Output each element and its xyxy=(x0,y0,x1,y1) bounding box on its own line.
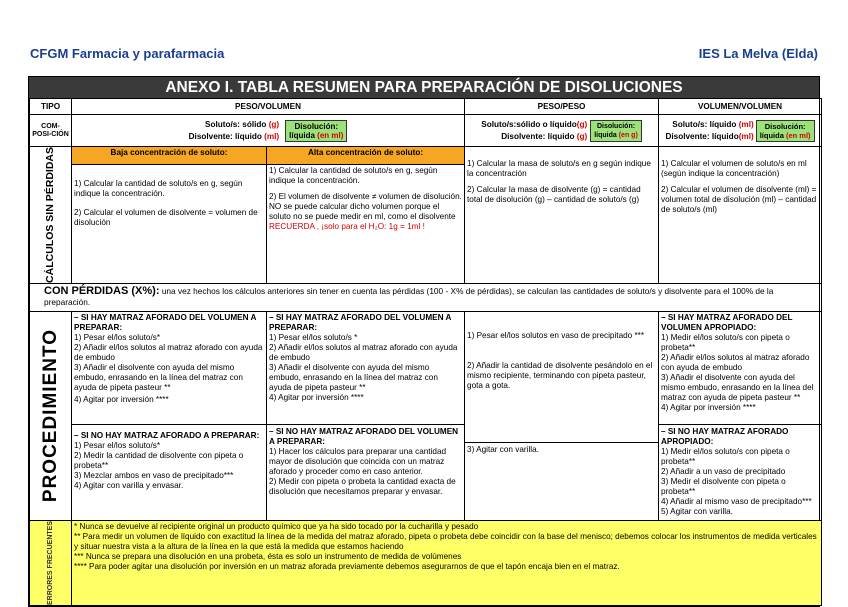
col-peso-peso: PESO/PESO xyxy=(465,99,659,115)
pv-disolvente-unit: (ml) xyxy=(264,131,280,141)
procedimiento-vv: – SI HAY MATRAZ AFORADO DEL VOLUMEN APROPIADO: 1) Medir el/los soluto/s con pipeta o probeta** 2) Añadir el/los solutos al matraz aforado con ayuda de embudo 3) Añadir el disolvente con ayuda del mismo embudo, enrasando en la línea del matraz con ayuda de pipeta pasteur ** 4) Agitar por inversión **** – SI NO HAY MATRAZ AFORADO APROPIADO: 1) Medir el/los soluto/s con pipeta o probeta** 2) Añadir a un vaso de precipitado 3) Medir el disolvente con pipeta o probeta** 4) Añadir al mismo vaso de precipitado*** 5) Agitar con varilla. xyxy=(659,311,822,520)
nota-1: * Nunca se devuelve al recipiente original un producto químico que ya ha sido tocado por la cucharilla y pesado xyxy=(74,521,479,531)
pp-disolucion-badge: Disolución: líquida (en g) xyxy=(590,120,642,142)
vv-soluto-unit: (ml) xyxy=(738,119,754,129)
vv-disolucion-badge: Disolución: líquida (en ml) xyxy=(756,120,815,142)
col-peso-volumen: PESO/VOLUMEN xyxy=(72,99,465,115)
pp-soluto-unit: (g) xyxy=(576,119,588,129)
baja-concentracion-head: Baja concentración de soluto: xyxy=(72,147,267,165)
vv-soluto: Soluto/s: líquido xyxy=(672,119,739,129)
errores-label: ERRORES FRECUENTES xyxy=(46,520,54,605)
calculos-label: CÁLCULOS SIN PÉRDIDAS xyxy=(44,147,56,283)
calculos-vv: 1) Calcular el volumen de soluto/s en ml (según indique la concentración) 2) Calcular el volumen de disolvente (ml) = volumen total de disolución (ml) – cantidad de soluto/s (ml) xyxy=(659,147,822,284)
pv-soluto: Soluto/s: sólido xyxy=(205,119,269,129)
nota-4: **** Para poder agitar una disolución por inversión en un matraz aforada previamente debemos asegurarnos de que el tapón encaja bien en el matraz. xyxy=(74,561,620,571)
main-grid xyxy=(29,98,822,606)
alta-concentracion-head: Alta concentración de soluto: xyxy=(267,147,465,165)
school-name: IES La Melva (Elda) xyxy=(698,46,818,61)
composicion-pv xyxy=(72,115,465,147)
procedimiento-label-cell xyxy=(30,311,72,520)
errores-notes xyxy=(72,520,822,605)
composicion-label: COM-POSI-CIÓN xyxy=(30,115,72,147)
pv-disolvente: Disolvente: líquido xyxy=(188,131,265,141)
pp-soluto: Soluto/s:sólido o líquido xyxy=(481,119,577,129)
course-name: CFGM Farmacia y parafarmacia xyxy=(30,46,225,61)
procedimiento-pp: 1) Pesar el/los solutos en vaso de precipitado *** 2) Añadir la cantidad de disolvente pesándolo en el mismo recipiente, terminando con pipeta pasteur, gota a gota. 3) Agitar con varilla. xyxy=(465,311,659,520)
calculos-alta: 1) Calcular la cantidad de soluto/s en g, según indique la concentración. 2) El volumen de disolvente ≠ volumen de disolución. NO se puede calcular dicho volumen porque el soluto no se puede medir en ml, como el disolvente RECUERDA , ¡solo para el H₂O: 1g = 1ml ! xyxy=(267,165,465,284)
procedimiento-pv-alta: – SI HAY MATRAZ AFORADO DEL VOLUMEN A PREPARAR: 1) Pesar el/los soluto/s * 2) Añadir el/los solutos al matraz aforado con ayuda de embudo 3) Añadir el disolvente con ayuda del mismo embudo, enrasando en la línea del matraz con ayuda de pipeta pasteur ** 4) Agitar por inversión **** – SI NO HAY MATRAZ AFORADO DEL VOLUMEN A PREPARAR: 1) Hacer los cálculos para preparar una cantidad mayor de disolución que coincida con un matraz aforado y proceder como en caso anterior. 2) Medir con pipeta o probeta la cantidad exacta de disolución que necesitamos preparar y envasar. xyxy=(267,311,465,520)
pv-soluto-unit: (g) xyxy=(268,119,280,129)
perdidas-text: una vez hechos los cálculos anteriores sin tener en cuenta las pérdidas (100 - X% de pérdidas), se calculan las cantidades de soluto/s y disolvente para el 100% de la preparación. xyxy=(44,285,774,307)
calculos-label-cell xyxy=(30,147,72,284)
calculos-pp: 1) Calcular la masa de soluto/s en g según indique la concentración 2) Calcular la masa de disolvente (g) = cantidad total de disolución (g) – cantidad de soluto/s (g) xyxy=(465,147,659,284)
summary-table xyxy=(28,76,820,607)
errores-label-cell xyxy=(30,520,72,605)
pp-disolvente-unit: (g) xyxy=(576,131,588,141)
pv-disolucion-badge: Disolución: líquida (en ml) xyxy=(285,120,347,142)
vv-disolvente-unit: (ml) xyxy=(738,131,754,141)
tipo-label: TIPO xyxy=(30,99,72,115)
nota-3: *** Nunca se prepara una disolución en una probeta, ésta es solo un instrumento de medida de volúmenes xyxy=(74,551,462,561)
vv-disolvente: Disolvente: líquido xyxy=(665,131,739,141)
procedimiento-label: PROCEDIMIENTO xyxy=(39,329,61,503)
nota-2: ** Para medir un volumen de líquido con exactitud la línea de la medida del matraz aforado, pipeta o probeta debe coincidir con la base del menisco; debemos colocar los instrumentos de medida verticales y situar nuestra vista a la altura de la línea en la que está la medida que estamos haciendo xyxy=(74,531,817,551)
composicion-pp xyxy=(465,115,659,147)
composicion-vv xyxy=(659,115,822,147)
procedimiento-pv-baja: – SI HAY MATRAZ AFORADO DEL VOLUMEN A PREPARAR: 1) Pesar el/los soluto/s* 2) Añadir el/los solutos al matraz aforado con ayuda de embudo 3) Añadir el disolvente con ayuda del mismo embudo, enrasando en la línea del matraz con ayuda de pipeta pasteur ** 4) Agitar por inversión **** – SI NO HAY MATRAZ AFORADO A PREPARAR: 1) Pesar el/los soluto/s* 2) Medir la cantidad de disolvente con pipeta o probeta** 3) Mezclar ambos en vaso de precipitado*** 4) Agitar con varilla y envasar. xyxy=(72,311,267,520)
col-volumen-volumen: VOLUMEN/VOLUMEN xyxy=(659,99,822,115)
perdidas-row xyxy=(30,283,822,311)
table-title: ANEXO I. TABLA RESUMEN PARA PREPARACIÓN DE DISOLUCIONES xyxy=(29,77,819,98)
calculos-baja: 1) Calcular la cantidad de soluto/s en g, según indique la concentración. 2) Calcular el volumen de disolvente = volumen de disolución xyxy=(72,165,267,284)
perdidas-head: CON PÉRDIDAS (X%): xyxy=(44,284,160,297)
recuerda-note: RECUERDA , ¡solo para el H₂O: 1g = 1ml ! xyxy=(269,222,425,232)
pp-disolvente: Disolvente: líquido xyxy=(501,131,577,141)
